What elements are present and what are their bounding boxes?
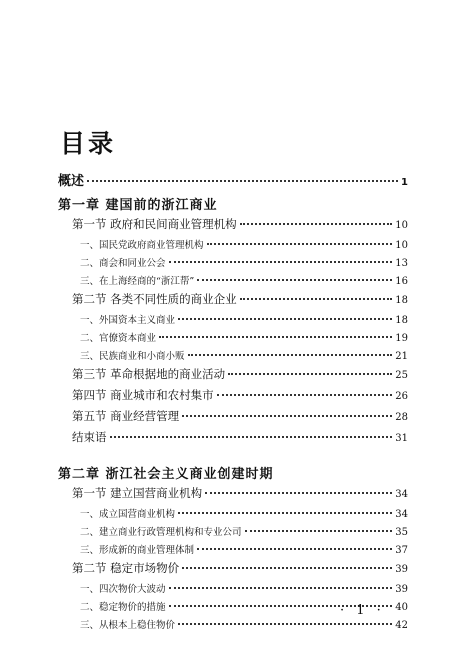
toc-item-label: 三、在上海经商的“浙江帮”: [80, 276, 195, 287]
toc-item-label: 二、稳定物价的措施: [80, 602, 166, 613]
dot-leader: [182, 566, 392, 569]
toc-item-label: 三、民族商业和小商小贩: [80, 351, 185, 362]
toc-page-number: 25: [395, 370, 408, 381]
toc-section-row[interactable]: [58, 560, 408, 581]
dot-leader: [110, 435, 393, 438]
toc-page-number: 39: [395, 564, 408, 575]
toc-page-number: 31: [395, 433, 408, 444]
dot-leader: [245, 529, 393, 532]
toc-section-label: 第三节 革命根据地的商业活动: [72, 367, 226, 381]
toc-page-number: 34: [395, 509, 408, 520]
dot-leader: [169, 586, 393, 589]
toc-item-label: 三、形成新的商业管理体制: [80, 545, 195, 556]
toc-section-row[interactable]: [58, 485, 408, 506]
toc-page-number: 21: [395, 351, 408, 362]
table-of-contents: [58, 170, 408, 635]
toc-item-label: 三、从根本上稳住物价: [80, 620, 176, 631]
toc-item-label: 二、官僚资本商业: [80, 333, 157, 344]
toc-page-number: 18: [395, 315, 408, 326]
toc-page-number: 1: [401, 177, 408, 188]
dot-leader: [197, 278, 392, 281]
toc-item-row[interactable]: [58, 348, 408, 366]
toc-page-number: 10: [395, 220, 408, 231]
toc-section-label: 第五节 商业经营管理: [72, 409, 180, 423]
dot-leader: [205, 491, 392, 494]
toc-page-number: 16: [395, 276, 408, 287]
toc-page-number: 39: [395, 584, 408, 595]
toc-page-number: 19: [395, 333, 408, 344]
toc-page-number: 40: [395, 602, 408, 613]
toc-page-number: 18: [395, 295, 408, 306]
toc-item-row[interactable]: [58, 330, 408, 348]
toc-item-row[interactable]: [58, 581, 408, 599]
dot-leader: [169, 260, 393, 263]
toc-item-row[interactable]: [58, 312, 408, 330]
toc-chapter-row[interactable]: [58, 463, 408, 485]
toc-overview-label: 概述: [58, 174, 85, 189]
toc-section-row[interactable]: [58, 291, 408, 312]
toc-overview-row[interactable]: [58, 170, 408, 192]
toc-page-number: 10: [395, 240, 408, 251]
toc-item-label: 一、四次物价大波动: [80, 584, 166, 595]
toc-section-label: 第二节 各类不同性质的商业企业: [72, 292, 237, 306]
dot-leader: [197, 547, 392, 550]
toc-item-label: 一、国民党政府商业管理机构: [80, 240, 204, 251]
dot-leader: [217, 393, 393, 396]
toc-page-number: 26: [395, 391, 408, 402]
toc-chapter-label: 第一章 建国前的浙江商业: [58, 198, 218, 213]
toc-ending-row[interactable]: [58, 429, 408, 451]
toc-section-label: 第一节 建立国营商业机构: [72, 486, 203, 500]
toc-item-label: 二、商会和同业公会: [80, 258, 166, 269]
toc-item-row[interactable]: [58, 273, 408, 291]
toc-item-label: 二、建立商业行政管理机构和专业公司: [80, 527, 242, 538]
toc-chapter-label: 第二章 浙江社会主义商业创建时期: [58, 467, 274, 482]
toc-page-number: 42: [395, 620, 408, 631]
toc-page-number: 28: [395, 412, 408, 423]
toc-section-label: 第一节 政府和民间商业管理机构: [72, 217, 237, 231]
dot-leader: [178, 622, 392, 625]
dot-leader: [207, 242, 393, 245]
toc-chapter-row[interactable]: [58, 194, 408, 216]
dot-leader: [87, 179, 398, 182]
toc-item-label: 一、外国资本主义商业: [80, 315, 176, 326]
dot-leader: [240, 222, 393, 225]
chapter-gap: [58, 451, 408, 463]
dot-leader: [182, 414, 392, 417]
toc-section-label: 第四节 商业城市和农村集市: [72, 388, 214, 402]
toc-page-number: 35: [395, 527, 408, 538]
toc-ending-label: 结束语: [72, 430, 107, 444]
toc-section-row[interactable]: [58, 387, 408, 408]
page-number-footer: · 1 ·: [340, 603, 385, 618]
dot-leader: [178, 317, 392, 320]
dot-leader: [240, 297, 393, 300]
toc-item-label: 一、成立国营商业机构: [80, 509, 176, 520]
toc-item-row[interactable]: [58, 255, 408, 273]
toc-item-row[interactable]: [58, 542, 408, 560]
toc-item-row[interactable]: [58, 524, 408, 542]
toc-section-row[interactable]: [58, 408, 408, 429]
toc-item-row[interactable]: [58, 506, 408, 524]
dot-leader: [178, 511, 392, 514]
toc-item-row[interactable]: [58, 237, 408, 255]
toc-section-row[interactable]: [58, 366, 408, 387]
toc-section-row[interactable]: [58, 216, 408, 237]
dot-leader: [188, 353, 393, 356]
dot-leader: [159, 335, 392, 338]
page-title: 目录: [60, 129, 117, 158]
toc-page-number: 37: [395, 545, 408, 556]
toc-section-label: 第二节 稳定市场物价: [72, 561, 180, 575]
toc-item-row[interactable]: [58, 617, 408, 635]
toc-page-number: 34: [395, 489, 408, 500]
dot-leader: [228, 372, 392, 375]
toc-page-number: 13: [395, 258, 408, 269]
